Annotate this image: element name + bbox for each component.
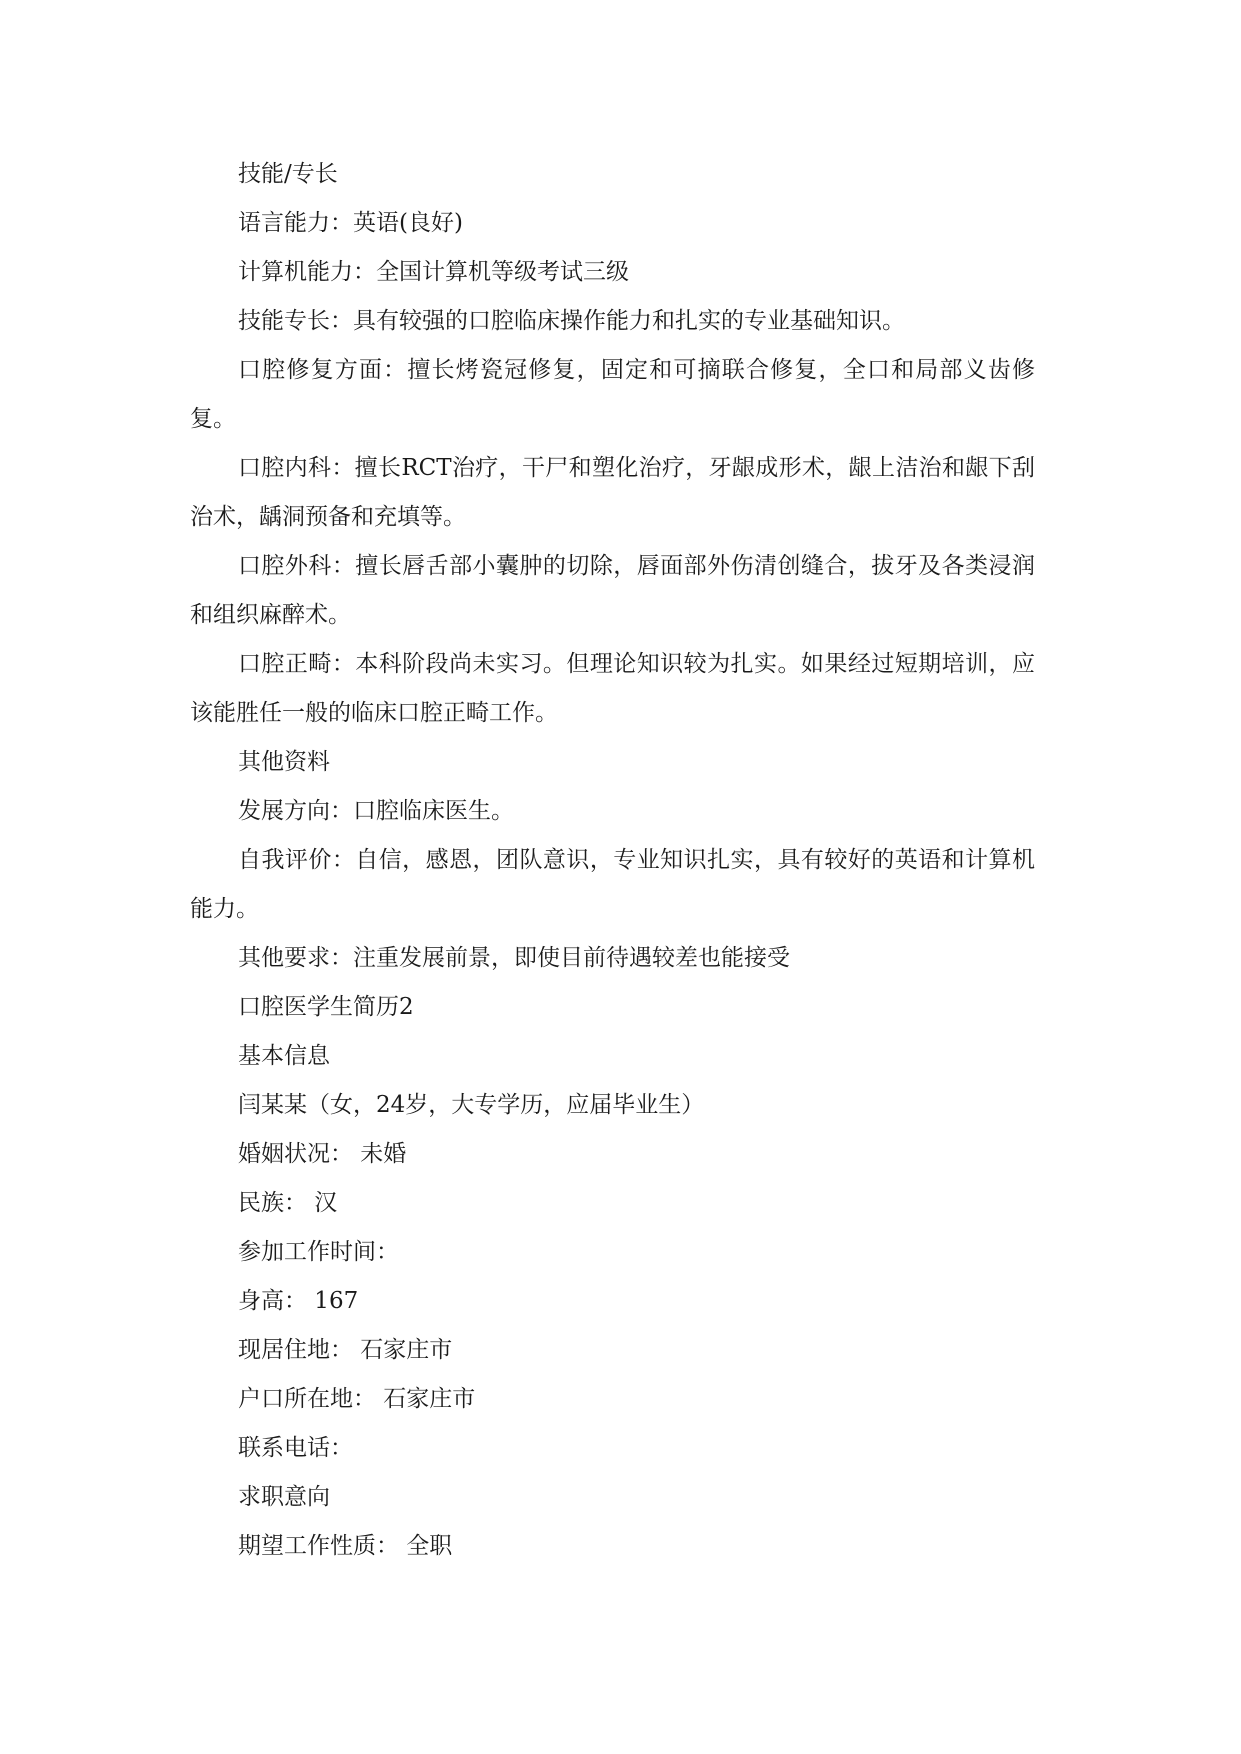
section-heading-skills: 技能/专长 (238, 161, 338, 187)
prosthodontics-paragraph: 口腔修复方面：擅长烤瓷冠修复，固定和可摘联合修复，全口和局部义齿修复。 (190, 357, 1035, 432)
computer-ability: 计算机能力：全国计算机等级考试三级 (238, 259, 629, 285)
career-direction: 发展方向：口腔临床医生。 (238, 798, 514, 824)
document-body (190, 150, 1035, 1571)
candidate-summary: 闫某某（女，24岁，大专学历，应届毕业生） (238, 1092, 705, 1118)
other-requirements: 其他要求：注重发展前景，即使目前待遇较差也能接受 (238, 945, 790, 971)
expected-job-type: 期望工作性质： 全职 (238, 1533, 453, 1559)
section-heading-basic-info: 基本信息 (238, 1043, 330, 1069)
section-heading-job-intention: 求职意向 (238, 1484, 330, 1510)
work-start-time: 参加工作时间： (238, 1239, 399, 1265)
skill-specialty: 技能专长：具有较强的口腔临床操作能力和扎实的专业基础知识。 (238, 308, 905, 334)
current-residence: 现居住地： 石家庄市 (238, 1337, 453, 1363)
language-ability: 语言能力：英语(良好) (238, 210, 463, 236)
self-evaluation: 自我评价：自信，感恩，团队意识，专业知识扎实，具有较好的英语和计算机能力。 (190, 847, 1035, 922)
resume-title: 口腔医学生简历2 (238, 994, 414, 1020)
marital-status: 婚姻状况： 未婚 (238, 1141, 407, 1167)
household-registration: 户口所在地： 石家庄市 (238, 1386, 476, 1412)
height: 身高： 167 (238, 1288, 359, 1314)
oral-medicine-paragraph: 口腔内科：擅长RCT治疗，干尸和塑化治疗，牙龈成形术，龈上洁治和龈下刮治术，龋洞预备和充填等。 (190, 455, 1035, 530)
oral-surgery-paragraph: 口腔外科：擅长唇舌部小囊肿的切除，唇面部外伤清创缝合，拔牙及各类浸润和组织麻醉术。 (190, 553, 1035, 628)
ethnicity: 民族： 汉 (238, 1190, 338, 1216)
orthodontics-paragraph: 口腔正畸：本科阶段尚未实习。但理论知识较为扎实。如果经过短期培训，应该能胜任一般的临床口腔正畸工作。 (190, 651, 1035, 726)
section-heading-other-info: 其他资料 (238, 749, 330, 775)
contact-phone: 联系电话： (238, 1435, 353, 1461)
